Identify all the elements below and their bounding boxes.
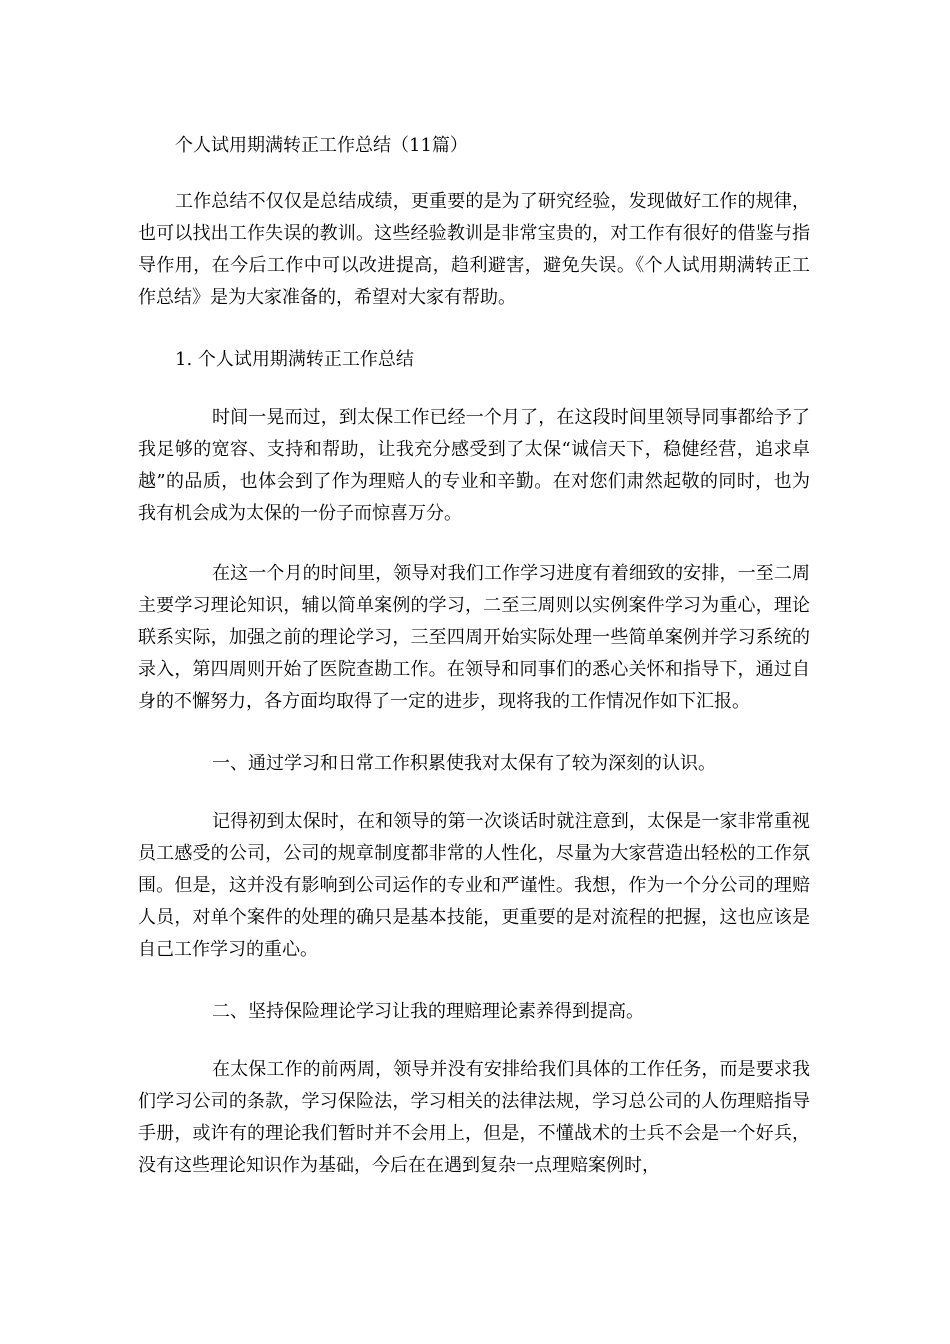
body-paragraph: 在这一个月的时间里，领导对我们工作学习进度有着细致的安排，一至二周主要学习理论知识，辅以简单案例的学习，二至三周则以实例案件学习为重心，理论联系实际，加强之前的理论学习，三至四周开始实际处理一些简单案例并学习系统的录入，第四周则开始了医院查勘工作。在领导和同事们的悉心关怀和指导下，通过自身的不懈努力，各方面均取得了一定的进步，现将我的工作情况作如下汇报。	[138, 563, 810, 712]
body-paragraph: 时间一晃而过，到太保工作已经一个月了，在这段时间里领导同事都给予了我足够的宽容、支持和帮助，让我充分感受到了太保“诚信天下，稳健经营，追求卓越”的品质，也体会到了作为理赔人的专业和辛勤。在对您们肃然起敬的同时，也为我有机会成为太保的一份子而惊喜万分。	[138, 407, 810, 524]
document-page	[138, 128, 810, 1182]
section-heading: 一、通过学习和日常工作积累使我对太保有了较为深刻的认识。	[212, 753, 716, 774]
body-paragraph: 在太保工作的前两周，领导并没有安排给我们具体的工作任务，而是要求我们学习公司的条款，学习保险法，学习相关的法律法规，学习总公司的人伤理赔指导手册，或许有的理论我们暂时并不会用上，但是，不懂战术的士兵不会是一个好兵，没有这些理论知识作为基础，今后在在遇到复杂一点理赔案例时，	[138, 1059, 810, 1176]
body-paragraph: 记得初到太保时，在和领导的第一次谈话时就注意到，太保是一家非常重视员工感受的公司，公司的规章制度都非常的人性化，尽量为大家营造出轻松的工作氛围。但是，这并没有影响到公司运作的专业和严谨性。我想，作为一个分公司的理赔人员，对单个案件的处理的确只是基本技能，更重要的是对流程的把握，这也应该是自己工作学习的重心。	[138, 811, 810, 960]
intro-paragraph: 工作总结不仅仅是总结成绩，更重要的是为了研究经验，发现做好工作的规律，也可以找出工作失误的教训。这些经验教训是非常宝贵的，对工作有很好的借鉴与指导作用，在今后工作中可以改进提高，趋利避害，避免失误。《个人试用期满转正工作总结》是为大家准备的，希望对大家有帮助。	[138, 191, 810, 308]
document-title: 个人试用期满转正工作总结（11篇）	[175, 135, 468, 156]
article-subtitle: 1. 个人试用期满转正工作总结	[175, 349, 414, 370]
section-heading: 二、坚持保险理论学习让我的理赔理论素养得到提高。	[212, 1001, 644, 1022]
